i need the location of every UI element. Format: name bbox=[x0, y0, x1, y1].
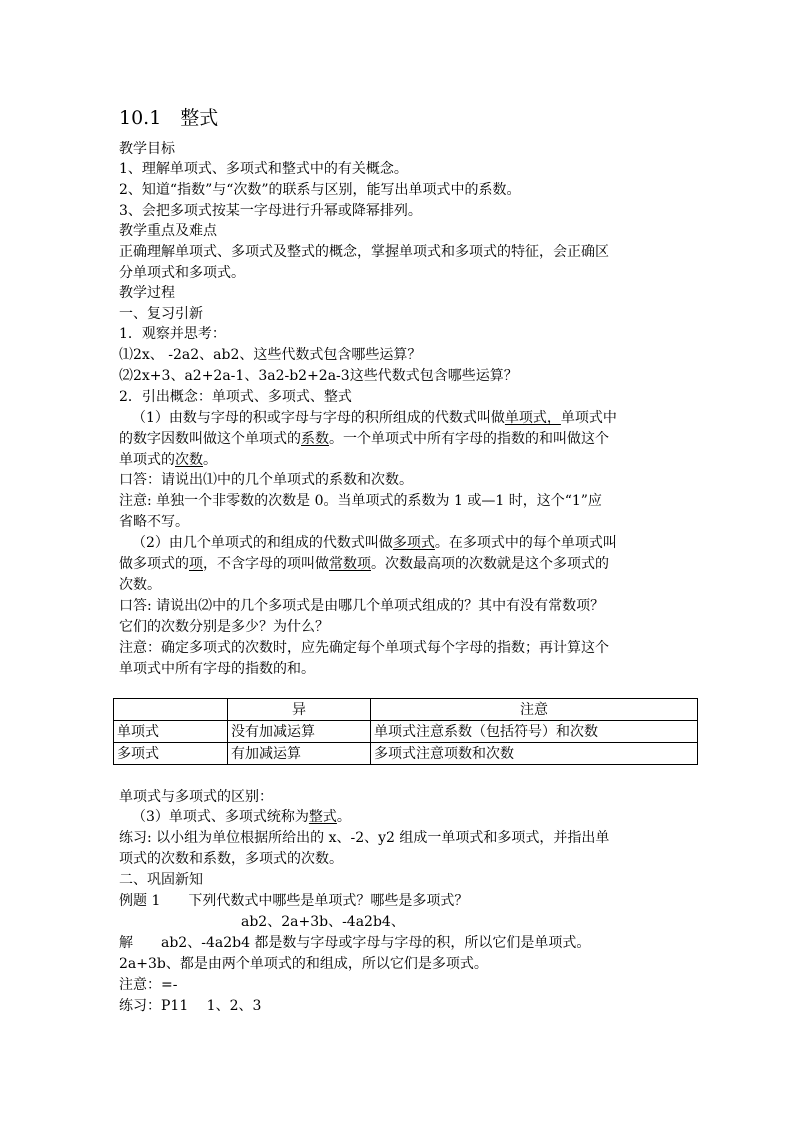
text-segment: 。 bbox=[203, 452, 217, 468]
text-line: 口答: 请说出⑵中的几个多项式是由哪几个单项式组成的？其中有没有常数项？ bbox=[119, 598, 605, 614]
text-segment: （1）由数与字母的积或字母与字母的积所组成的代数式叫做 bbox=[132, 410, 505, 426]
text-line: 注意：确定多项式的次数时，应先确定每个单项式每个字母的指数；再计算这个 bbox=[119, 640, 609, 656]
text-line bbox=[132, 409, 617, 427]
text-line: 分单项式和多项式。 bbox=[119, 265, 245, 281]
table-row bbox=[114, 743, 698, 765]
text-segment: 。次数最高项的次数就是这个多项式的 bbox=[371, 556, 609, 572]
text-line: 正确理解单项式、多项式及整式的概念，掌握单项式和多项式的特征，会正确区 bbox=[119, 244, 609, 260]
section-heading-consolidate: 二、巩固新知 bbox=[119, 872, 203, 888]
table-cell: 单项式注意系数（包括符号）和次数 bbox=[371, 721, 698, 743]
text-line: 练习：P11 1、2、3 bbox=[119, 998, 262, 1014]
text-line bbox=[119, 555, 609, 573]
table-row bbox=[114, 721, 698, 743]
text-line: 口答：请说出⑴中的几个单项式的系数和次数。 bbox=[119, 472, 413, 488]
table-cell: 多项式 bbox=[114, 743, 228, 765]
term-underlined: 单项式， bbox=[504, 410, 561, 426]
term-underlined: 系数 bbox=[301, 431, 329, 447]
table-cell: 单项式 bbox=[114, 721, 228, 743]
table-cell: 有加减运算 bbox=[228, 743, 371, 765]
section-heading-process: 教学过程 bbox=[119, 285, 175, 301]
text-line bbox=[132, 808, 351, 826]
text-line bbox=[132, 534, 617, 552]
table-header-row bbox=[114, 699, 698, 721]
text-segment: 的数字因数叫做这个单项式的 bbox=[119, 431, 301, 447]
text-line: ⑴2x、 -2a2、ab2、这些代数式包含哪些运算？ bbox=[119, 347, 422, 363]
text-segment: （2）由几个单项式的和组成的代数式叫做 bbox=[132, 535, 393, 551]
term-underlined: 项 bbox=[189, 556, 203, 572]
text-line: 2、知道“指数”与“次数”的联系与区别，能写出单项式中的系数。 bbox=[119, 182, 521, 198]
text-line: 2．引出概念：单项式、多项式、整式 bbox=[119, 389, 352, 405]
text-line: 次数。 bbox=[119, 577, 161, 593]
text-line: 单项式中所有字母的指数的和。 bbox=[119, 661, 315, 677]
text-segment: 。一个单项式中所有字母的指数的和叫做这个 bbox=[329, 431, 609, 447]
term-underlined: 常数项 bbox=[329, 556, 371, 572]
text-line: 1．观察并思考： bbox=[119, 326, 226, 342]
section-heading-key-points: 教学重点及难点 bbox=[119, 223, 217, 239]
term-underlined: 多项式 bbox=[392, 535, 435, 551]
section-heading-objectives: 教学目标 bbox=[119, 141, 175, 157]
table-header-cell: 注意 bbox=[371, 699, 698, 721]
text-line: ab2、2a+3b、-4a2b4、 bbox=[241, 914, 405, 930]
text-line bbox=[119, 430, 609, 448]
term-underlined: 次数 bbox=[175, 452, 203, 468]
table-cell: 多项式注意项数和次数 bbox=[371, 743, 698, 765]
text-line: ⑵2x+3、a2+2a-1、3a2-b2+2a-3这些代数式包含哪些运算？ bbox=[119, 368, 518, 384]
text-segment: 单项式的 bbox=[119, 452, 175, 468]
table-header-cell bbox=[114, 699, 228, 721]
text-line bbox=[119, 451, 217, 469]
text-segment: 单项式中 bbox=[560, 410, 617, 426]
text-line: 项式的次数和系数，多项式的次数。 bbox=[119, 851, 343, 867]
text-line: 练习: 以小组为单位根据所给出的 x、-2、y2 组成一单项式和多项式，并指出单 bbox=[119, 830, 610, 846]
text-line: 3、会把多项式按某一字母进行升幂或降幂排列。 bbox=[119, 203, 422, 219]
page-title: 10.1 整式 bbox=[119, 107, 219, 129]
text-line: 注意: 单独一个非零数的次数是 0。当单项式的系数为 1 或—1 时，这个“1”应 bbox=[119, 493, 602, 509]
table-cell: 没有加减运算 bbox=[228, 721, 371, 743]
text-line: 例题 1 下列代数式中哪些是单项式？哪些是多项式？ bbox=[119, 893, 469, 909]
text-line: 解 ab2、-4a2b4 都是数与字母或字母与字母的积，所以它们是单项式。 bbox=[119, 935, 591, 951]
text-segment: 做多项式的 bbox=[119, 556, 189, 572]
text-line: 省略不写。 bbox=[119, 514, 189, 530]
text-line: 2a+3b、都是由两个单项式的和组成，所以它们是多项式。 bbox=[119, 956, 488, 972]
text-line: 一、复习引新 bbox=[119, 306, 203, 322]
text-line: 注意：=- bbox=[119, 977, 178, 993]
term-underlined: 整式 bbox=[308, 809, 337, 825]
text-line: 1、理解单项式、多项式和整式中的有关概念。 bbox=[119, 161, 408, 177]
text-segment: （3）单项式、多项式统称为 bbox=[132, 809, 309, 825]
text-segment: ，不含字母的项叫做 bbox=[203, 556, 329, 572]
comparison-table bbox=[113, 698, 698, 765]
text-segment: 。 bbox=[336, 809, 351, 825]
text-segment: 。在多项式中的每个单项式叫 bbox=[434, 535, 617, 551]
table-header-cell: 异 bbox=[228, 699, 371, 721]
text-line: 单项式与多项式的区别： bbox=[119, 789, 273, 805]
text-line: 它们的次数分别是多少？为什么？ bbox=[119, 619, 329, 635]
